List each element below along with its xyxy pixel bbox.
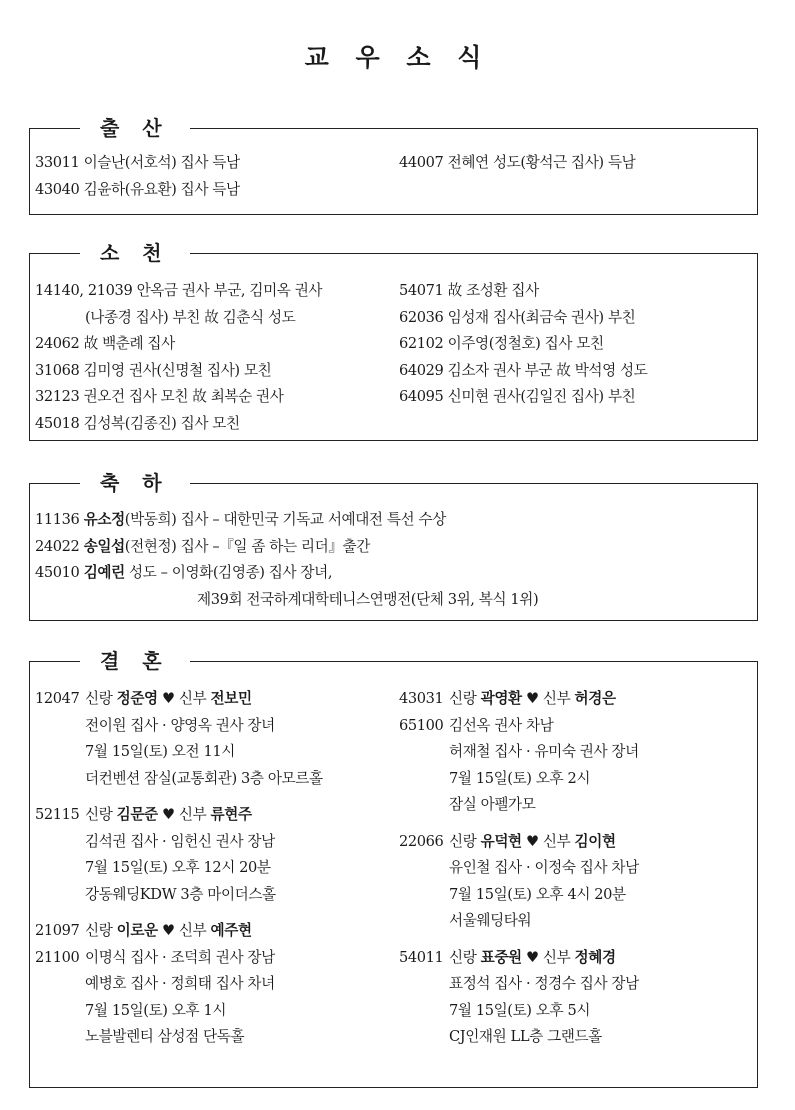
wedding-detail-text: 서울웨딩타워 xyxy=(449,912,532,929)
birth-entry: 44007 전혜연 성도(황석근 집사) 득남 xyxy=(399,154,636,171)
heart-icon: ♥ xyxy=(521,832,543,850)
wedding-detail-text: 유인철 집사 · 이정숙 집사 차남 xyxy=(449,859,639,876)
groom-name: 이로운 xyxy=(116,922,158,939)
funeral-entry: 14140, 21039 안옥금 권사 부군, 김미옥 권사 xyxy=(35,282,323,299)
entry-code: 54011 xyxy=(399,948,444,966)
groom-label: 신랑 xyxy=(449,832,481,850)
person-name: 김예린 xyxy=(83,564,125,581)
wedding-detail-text: 노블발렌티 삼성점 단독홀 xyxy=(85,1028,245,1045)
birth-entry: 33011 이슬난(서호석) 집사 득남 xyxy=(35,154,240,171)
bride-label: 신부 xyxy=(542,832,575,850)
wedding-detail-line xyxy=(399,971,755,998)
groom-name: 정준영 xyxy=(116,690,158,707)
funeral-entry: 24062 故 백춘례 집사 xyxy=(35,335,175,352)
birth-right-column xyxy=(399,150,755,177)
groom-name: 곽영환 xyxy=(480,690,522,707)
birth-entry: 43040 김윤하(유요환) 집사 득남 xyxy=(35,180,240,198)
section-heading-wedding: 결 혼 xyxy=(80,648,190,674)
wedding-detail-line xyxy=(399,998,755,1025)
heart-icon: ♥ xyxy=(521,948,543,966)
wedding-detail-line xyxy=(399,792,755,819)
section-birth xyxy=(29,116,758,215)
funeral-entry: 64029 김소자 권사 부군 故 박석영 성도 xyxy=(399,361,648,379)
page-title: 교 우 소 식 xyxy=(304,43,491,72)
groom-name: 유덕현 xyxy=(480,832,522,850)
wedding-detail-text: 잠실 아펠가모 xyxy=(449,796,536,813)
wedding-detail-text: 표정석 집사 · 정경수 집사 장남 xyxy=(449,975,639,992)
entry-code: 22066 xyxy=(399,832,444,850)
wedding-detail-line xyxy=(35,766,395,793)
heart-icon: ♥ xyxy=(521,690,543,707)
funeral-right-column xyxy=(399,278,755,411)
wedding-detail-line xyxy=(399,855,755,882)
bride-name: 허경은 xyxy=(574,690,616,707)
wedding-detail-line xyxy=(35,829,395,856)
entry-text: (전현정) 집사 –『일 좀 하는 리더』출간 xyxy=(124,537,370,555)
entry-code: 12047 xyxy=(35,690,80,707)
congrats-list xyxy=(35,507,752,613)
wedding-detail-line xyxy=(399,908,755,935)
wedding-detail-line xyxy=(399,1024,755,1051)
wedding-detail-text: 전이원 집사 · 양영옥 권사 장녀 xyxy=(85,716,275,734)
funeral-entry: 45018 김성복(김종진) 집사 모친 xyxy=(35,414,240,432)
wedding-detail-text: 7월 15일(토) 오후 4시 20분 xyxy=(449,885,626,903)
wedding-detail-line xyxy=(35,882,395,909)
groom-name: 표중원 xyxy=(480,948,522,966)
bride-name: 예주현 xyxy=(210,922,252,939)
entry-code: 45010 xyxy=(35,564,80,581)
wedding-detail-line xyxy=(35,945,395,972)
section-heading-birth: 출 산 xyxy=(80,115,190,141)
groom-label: 신랑 xyxy=(449,948,481,966)
section-heading-congrats: 축 하 xyxy=(80,470,190,496)
wedding-detail-text: 7월 15일(토) 오후 5시 xyxy=(449,1001,591,1019)
wedding-couple-line xyxy=(399,945,755,972)
bride-name: 류현주 xyxy=(210,806,252,823)
wedding-detail-text: 더컨벤션 잠실(교통회관) 3층 아모르홀 xyxy=(85,769,323,787)
wedding-entry xyxy=(399,829,755,935)
wedding-detail-text: 예병호 집사 · 정희태 집사 차녀 xyxy=(85,975,275,992)
entry-code: 21097 xyxy=(35,922,80,939)
funeral-entry: 32123 권오건 집사 모친 故 최복순 권사 xyxy=(35,388,284,405)
bride-name: 전보민 xyxy=(210,690,252,707)
heart-icon: ♥ xyxy=(157,690,179,707)
wedding-detail-line xyxy=(35,713,395,740)
funeral-entry: 62102 이주영(정철호) 집사 모친 xyxy=(399,335,604,352)
wedding-couple-line xyxy=(35,802,395,829)
groom-name: 김문준 xyxy=(116,806,158,823)
wedding-left-column xyxy=(35,686,395,1061)
wedding-right-column xyxy=(399,686,755,1061)
congrats-entry xyxy=(35,534,752,561)
funeral-entry: 31068 김미영 권사(신명철 집사) 모친 xyxy=(35,361,272,379)
wedding-detail-line xyxy=(399,882,755,909)
wedding-entry xyxy=(399,945,755,1051)
funeral-entry: 64095 신미현 권사(김일진 집사) 부친 xyxy=(399,388,636,405)
bride-label: 신부 xyxy=(178,922,211,939)
wedding-detail-line xyxy=(35,1024,395,1051)
wedding-detail-text: 7월 15일(토) 오후 2시 xyxy=(449,769,591,787)
wedding-entry xyxy=(35,686,395,792)
wedding-detail-line xyxy=(399,739,755,766)
congrats-entry-continued: 제39회 전국하계대학테니스연맹전(단체 3위, 복식 1위) xyxy=(197,590,539,608)
bride-name: 김이현 xyxy=(574,832,616,850)
entry-code: 21100 xyxy=(35,948,80,966)
wedding-couple-line xyxy=(399,686,755,713)
wedding-detail-text: 강동웨딩KDW 3층 마이더스홀 xyxy=(85,885,276,903)
person-name: 유소정 xyxy=(83,511,125,528)
entry-code: 65100 xyxy=(399,716,444,734)
bride-label: 신부 xyxy=(542,690,575,707)
wedding-detail-text: 이명식 집사 · 조덕희 권사 장남 xyxy=(85,948,275,966)
entry-text: (박동희) 집사 – 대한민국 기독교 서예대전 특선 수상 xyxy=(124,511,446,528)
section-heading-funeral: 소 천 xyxy=(80,240,190,266)
wedding-detail-text: 김선옥 권사 차남 xyxy=(449,716,554,734)
bride-name: 정혜경 xyxy=(574,948,616,966)
wedding-detail-text: 7월 15일(토) 오후 12시 20분 xyxy=(85,859,271,876)
wedding-detail-text: 7월 15일(토) 오후 1시 xyxy=(85,1001,227,1019)
funeral-entry: 62036 임성재 집사(최금숙 권사) 부친 xyxy=(399,308,636,326)
wedding-couple-line xyxy=(399,829,755,856)
bride-label: 신부 xyxy=(542,948,575,966)
groom-label: 신랑 xyxy=(85,806,117,823)
wedding-detail-text: 7월 15일(토) 오전 11시 xyxy=(85,743,235,760)
wedding-detail-line xyxy=(35,998,395,1025)
wedding-entry xyxy=(35,918,395,1051)
wedding-couple-line xyxy=(35,918,395,945)
section-funeral xyxy=(29,241,758,441)
wedding-detail-line xyxy=(399,713,755,740)
bride-label: 신부 xyxy=(178,690,211,707)
section-wedding xyxy=(29,649,758,1088)
funeral-entry: 54071 故 조성환 집사 xyxy=(399,282,539,299)
wedding-detail-text: 허재철 집사 · 유미숙 권사 장녀 xyxy=(449,743,639,760)
entry-code: 52115 xyxy=(35,806,80,823)
entry-code: 11136 xyxy=(35,511,80,528)
funeral-left-column xyxy=(35,278,395,437)
groom-label: 신랑 xyxy=(85,690,117,707)
funeral-entry-continued: (나종경 집사) 부친 故 김춘식 성도 xyxy=(85,308,296,326)
entry-text: 성도 – 이영화(김영종) 집사 장녀, xyxy=(124,564,333,581)
entry-code: 43031 xyxy=(399,690,444,707)
entry-code: 24022 xyxy=(35,537,80,555)
groom-label: 신랑 xyxy=(85,922,117,939)
wedding-entry xyxy=(35,802,395,908)
wedding-detail-line xyxy=(35,739,395,766)
person-name: 송일섭 xyxy=(83,537,125,555)
birth-left-column xyxy=(35,150,395,203)
congrats-entry xyxy=(35,560,752,587)
bride-label: 신부 xyxy=(178,806,211,823)
congrats-entry xyxy=(35,507,752,534)
groom-label: 신랑 xyxy=(449,690,481,707)
heart-icon: ♥ xyxy=(157,922,179,939)
heart-icon: ♥ xyxy=(157,806,179,823)
wedding-entry xyxy=(399,686,755,819)
wedding-couple-line xyxy=(35,686,395,713)
section-congrats xyxy=(29,471,758,621)
wedding-detail-line xyxy=(35,971,395,998)
wedding-detail-text: CJ인재원 LL층 그랜드홀 xyxy=(449,1028,602,1045)
wedding-detail-line xyxy=(399,766,755,793)
wedding-detail-line xyxy=(35,855,395,882)
wedding-detail-text: 김석권 집사 · 임헌신 권사 장남 xyxy=(85,832,275,850)
